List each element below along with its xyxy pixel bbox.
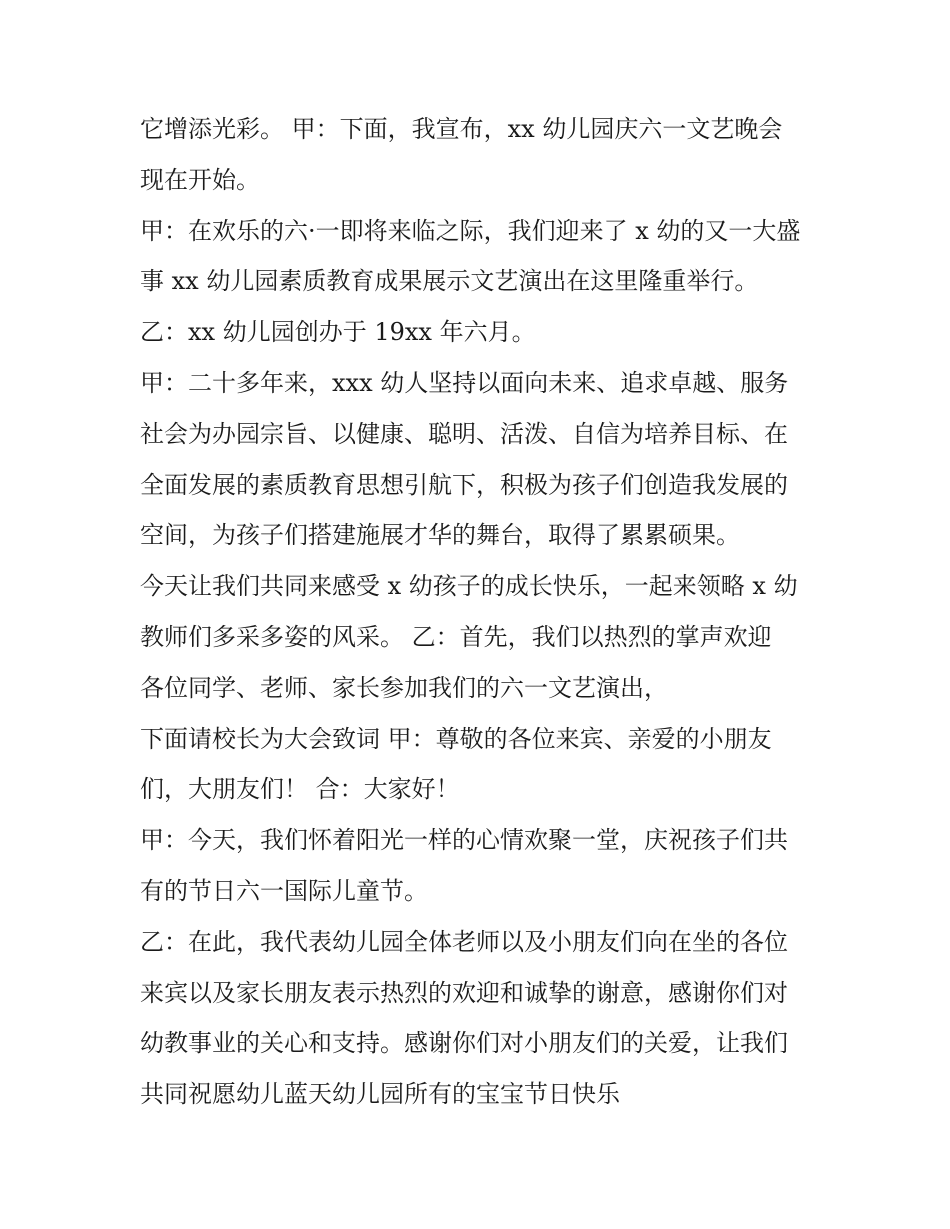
text-line: 社会为办园宗旨、以健康、聪明、活泼、自信为培养目标、在 <box>140 419 788 448</box>
text-line: 全面发展的素质教育思想引航下，积极为孩子们创造我发展的 <box>140 470 788 499</box>
text-line: 事 xx 幼儿园素质教育成果展示文艺演出在这里隆重举行。 <box>140 267 759 296</box>
text-line: 来宾以及家长朋友表示热烈的欢迎和诚挚的谢意，感谢你们对 <box>140 978 788 1007</box>
text-line: 现在开始。 <box>140 165 260 194</box>
text-line: 们，大朋友们！ 合：大家好！ <box>140 775 460 804</box>
text-line: 有的节日六一国际儿童节。 <box>140 876 428 905</box>
document-body <box>140 104 830 1120</box>
text-line: 教师们多采多姿的风采。 乙：首先，我们以热烈的掌声欢迎 <box>140 622 772 651</box>
text-line: 今天让我们共同来感受 x 幼孩子的成长快乐，一起来领略 x 幼 <box>140 572 798 601</box>
text-line: 乙：在此，我代表幼儿园全体老师以及小朋友们向在坐的各位 <box>140 927 788 956</box>
text-line: 各位同学、老师、家长参加我们的六一文艺演出， <box>140 673 668 702</box>
text-line: 甲：二十多年来，xxx 幼人坚持以面向未来、追求卓越、服务 <box>140 368 789 397</box>
text-line: 甲：在欢乐的六·一即将来临之际，我们迎来了 x 幼的又一大盛 <box>140 216 801 245</box>
text-line: 下面请校长为大会致词 甲：尊敬的各位来宾、亲爱的小朋友 <box>140 724 772 753</box>
text-line: 乙：xx 幼儿园创办于 19xx 年六月。 <box>140 318 536 347</box>
text-line: 空间，为孩子们搭建施展才华的舞台，取得了累累硕果。 <box>140 521 740 550</box>
text-line: 幼教事业的关心和支持。感谢你们对小朋友们的关爱，让我们 <box>140 1029 788 1058</box>
text-line: 甲：今天，我们怀着阳光一样的心情欢聚一堂，庆祝孩子们共 <box>140 826 788 855</box>
text-line: 它增添光彩。 甲：下面，我宣布，xx 幼儿园庆六一文艺晚会 <box>140 115 783 143</box>
text-line: 共同祝愿幼儿蓝天幼儿园所有的宝宝节日快乐 <box>140 1080 620 1109</box>
